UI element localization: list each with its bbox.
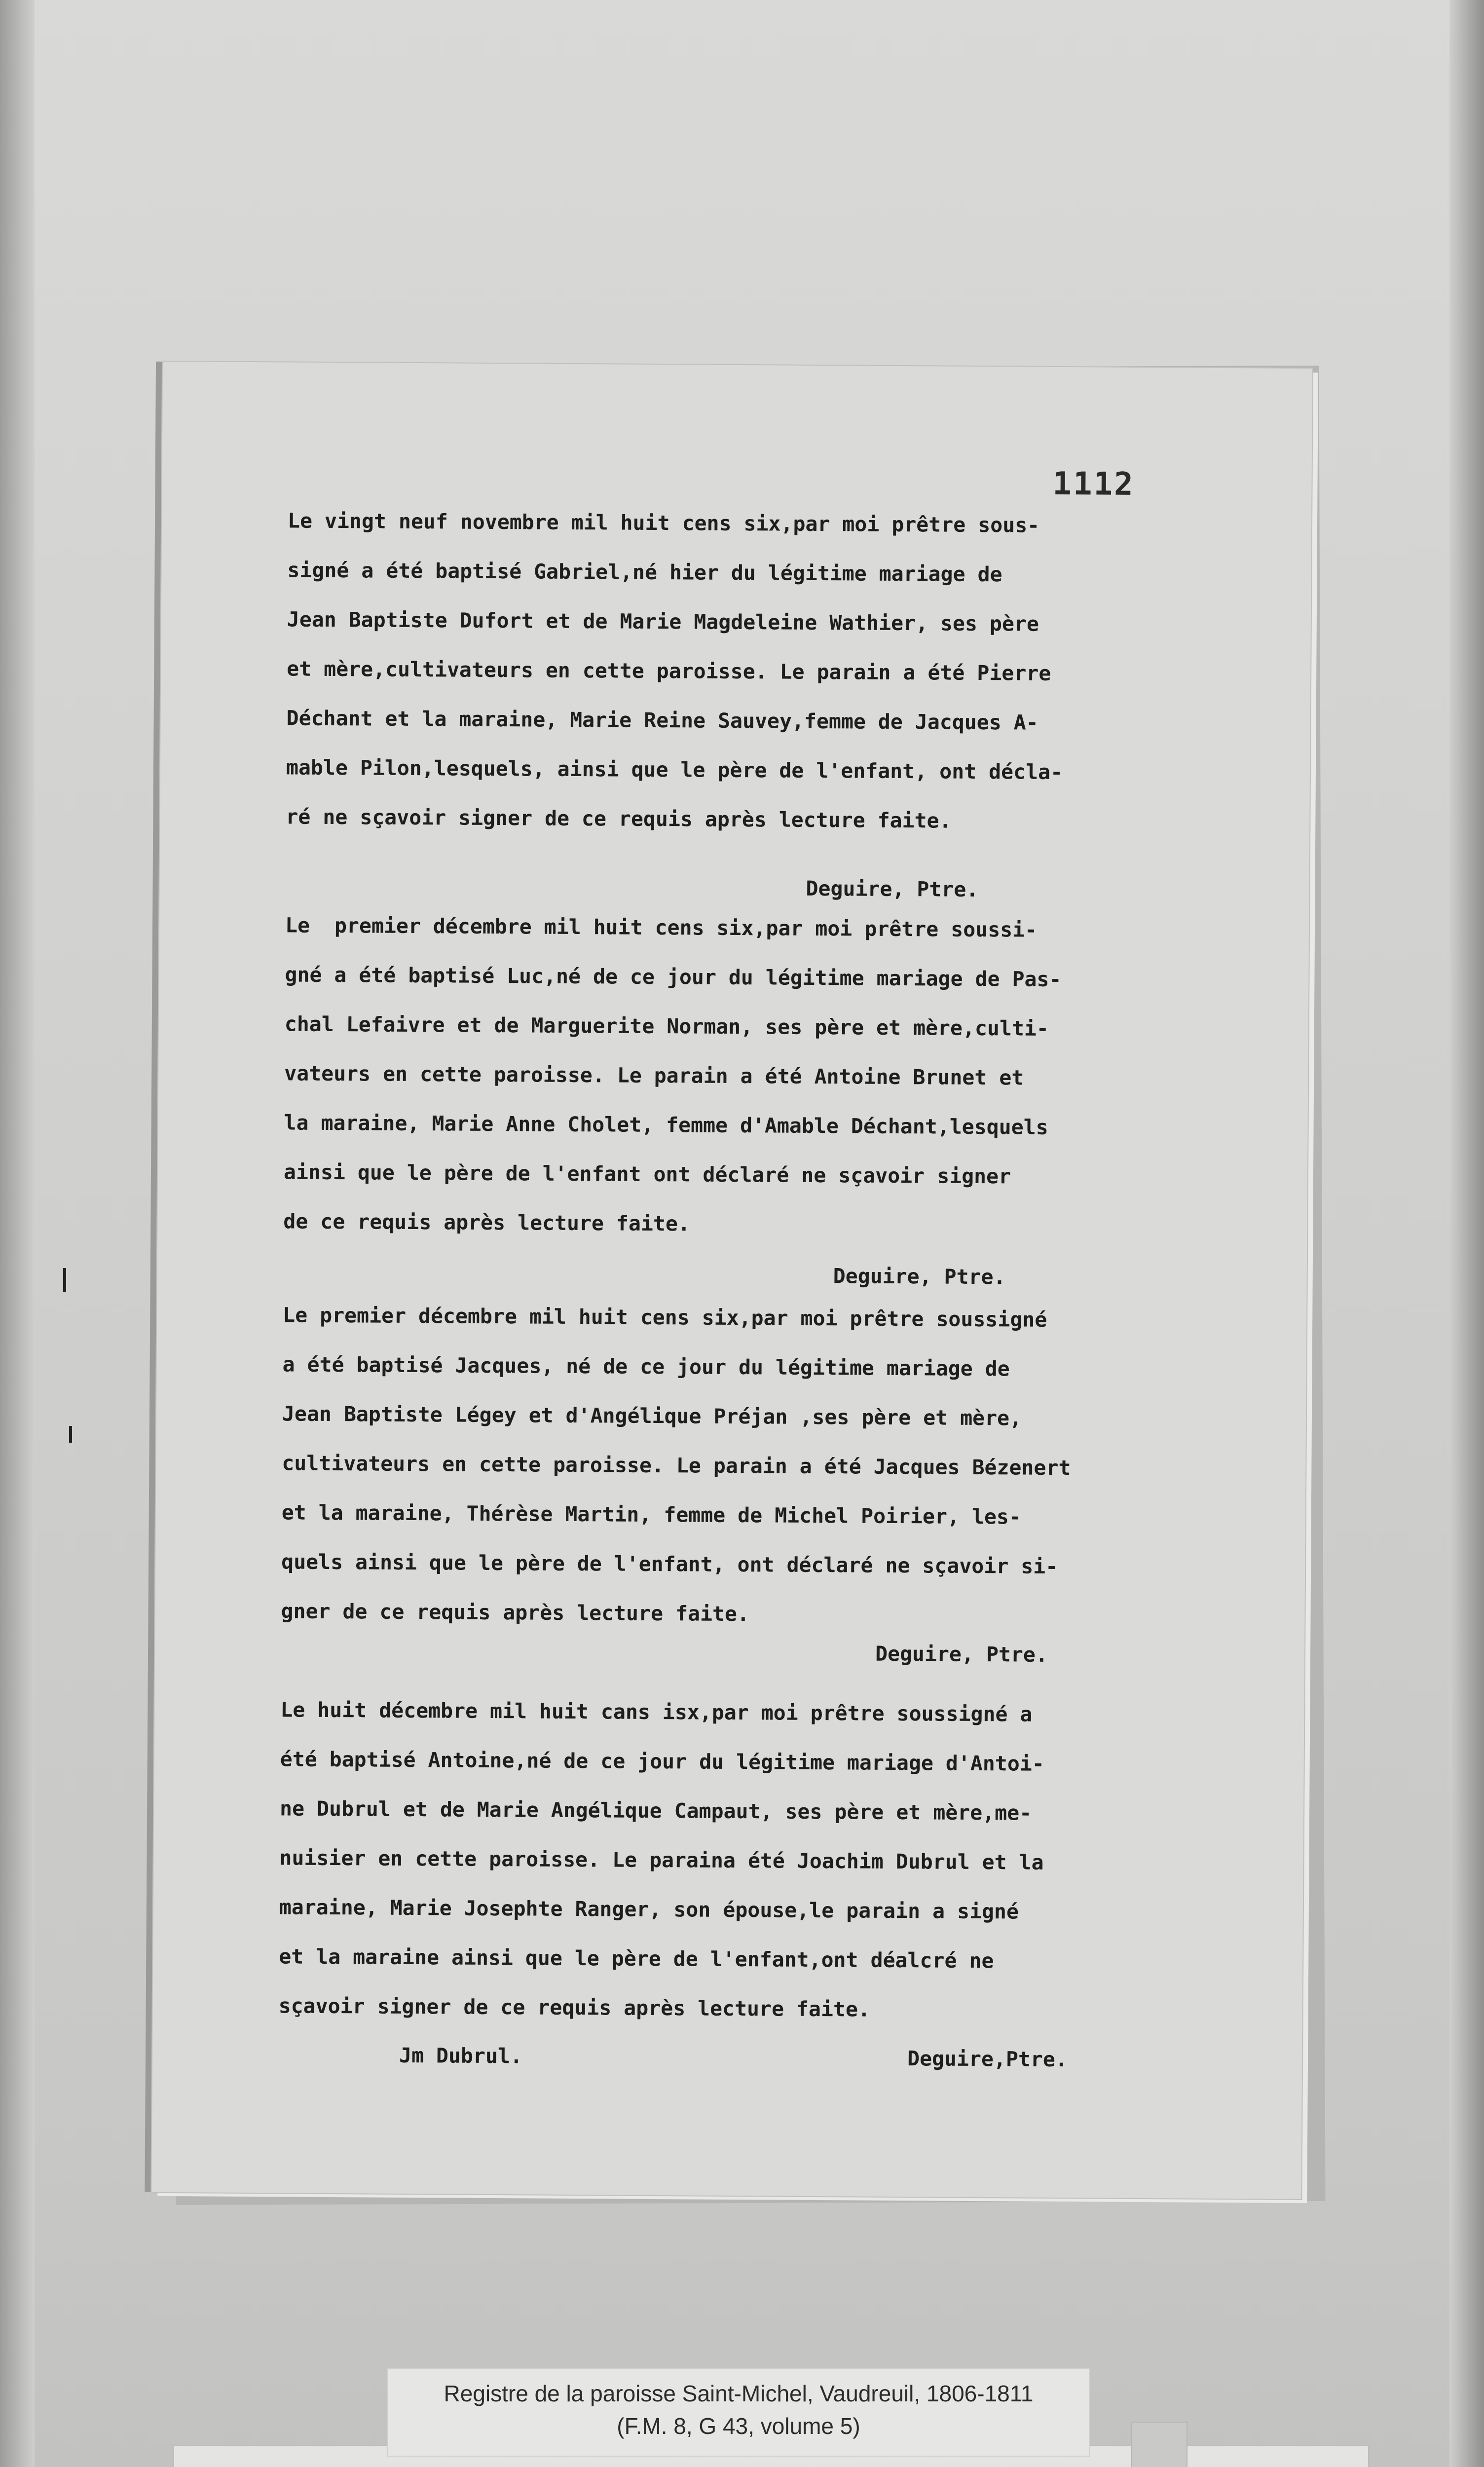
priest-signature: Deguire, Ptre. [833, 1264, 1006, 1289]
entry-line: ne Dubrul et de Marie Angélique Campaut, ses père et mère,me- [279, 1796, 1032, 1825]
register-label [387, 2368, 1090, 2457]
register-page [151, 362, 1312, 2199]
entry-line: gner de ce requis après lecture faite. [281, 1599, 750, 1626]
entry-line: signé a été baptisé Gabriel,né hier du légitime mariage de [287, 558, 1002, 587]
entry-line: chal Lefaivre et de Marguerite Norman, ses père et mère,culti- [284, 1011, 1049, 1041]
entry-line: nuisier en cette paroisse. Le paraina été Joachim Dubrul et la [279, 1845, 1044, 1874]
entry-line: Le premier décembre mil huit cens six,par moi prêtre soussi- [285, 913, 1038, 942]
film-mark [63, 1268, 66, 1292]
entry-line: maraine, Marie Josephte Ranger, son épouse,le parain a signé [279, 1895, 1019, 1924]
entry-line: quels ainsi que le père de l'enfant, ont déclaré ne sçavoir si- [281, 1549, 1058, 1579]
card-tab [1131, 2422, 1187, 2467]
entry-line: et mère,cultivateurs en cette paroisse. Le parain a été Pierre [287, 656, 1051, 685]
entry-line: mable Pilon,lesquels, ainsi que le père de l'enfant, ont décla- [286, 755, 1063, 785]
film-edge-right [1449, 0, 1484, 2467]
entry-line: Déchant et la maraine, Marie Reine Sauvey,femme de Jacques A- [286, 706, 1039, 735]
entry-line: Jean Baptiste Dufort et de Marie Magdeleine Wathier, ses père [287, 607, 1039, 636]
label-title: Registre de la paroisse Saint-Michel, Vaudreuil, 1806-1811 [444, 2381, 1034, 2406]
entry-line: ré ne sçavoir signer de ce requis après lecture faite. [286, 804, 952, 833]
entry-line: Jean Baptiste Légey et d'Angélique Préjan ,ses père et mère, [282, 1401, 1022, 1430]
priest-signature: Deguire,Ptre. [907, 2046, 1068, 2072]
entry-line: cultivateurs en cette paroisse. Le parain a été Jacques Bézenert [282, 1451, 1071, 1480]
entry-line: a été baptisé Jacques, né de ce jour du légitime mariage de [282, 1352, 1010, 1381]
godfather-signature: Jm Dubrul. [399, 2043, 523, 2068]
film-mark [69, 1426, 72, 1443]
priest-signature: Deguire, Ptre. [806, 876, 979, 902]
entry-line: Le premier décembre mil huit cens six,par moi prêtre soussigné [283, 1303, 1047, 1332]
entry-line: été baptisé Antoine,né de ce jour du légitime mariage d'Antoi- [280, 1747, 1044, 1776]
entry-line: et la maraine, Thérèse Martin, femme de Michel Poirier, les- [281, 1500, 1022, 1529]
entry-line: gné a été baptisé Luc,né de ce jour du légitime mariage de Pas- [285, 962, 1062, 992]
film-edge-left [0, 0, 35, 2467]
page-number: 1112 [1052, 465, 1135, 503]
entry-line: ainsi que le père de l'enfant ont déclaré ne sçavoir signer [283, 1159, 1011, 1189]
entry-line: sçavoir signer de ce requis après lecture faite. [278, 1993, 871, 2021]
entry-line: de ce requis après lecture faite. [283, 1209, 691, 1236]
label-reference: (F.M. 8, G 43, volume 5) [617, 2413, 860, 2439]
priest-signature: Deguire, Ptre. [875, 1641, 1048, 1667]
entry-line: Le vingt neuf novembre mil huit cens six,par moi prêtre sous- [287, 508, 1040, 537]
entry-line: Le huit décembre mil huit cans isx,par moi prêtre soussigné a [280, 1697, 1033, 1726]
entry-line: et la maraine ainsi que le père de l'enfant,ont déalcré ne [279, 1944, 994, 1973]
entry-line: vateurs en cette paroisse. Le parain a été Antoine Brunet et [284, 1061, 1024, 1090]
entry-line: la maraine, Marie Anne Cholet, femme d'Amable Déchant,lesquels [284, 1110, 1048, 1139]
